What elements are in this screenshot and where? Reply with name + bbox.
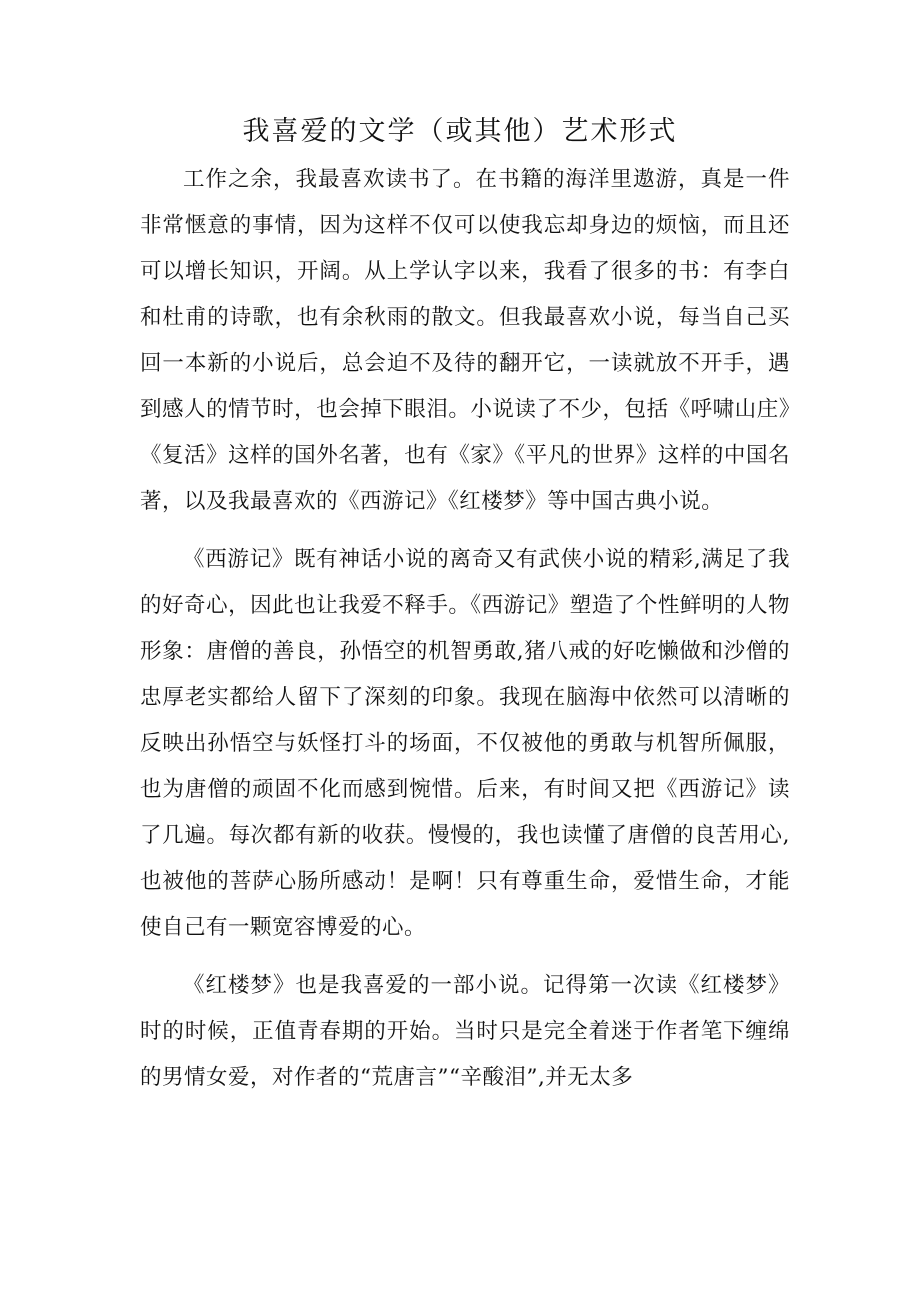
document-body — [140, 157, 790, 1101]
document-title: 我喜爱的文学（或其他）艺术形式 — [242, 116, 678, 147]
paragraph-dream-of-red-chamber: 《红楼梦》也是我喜爱的一部小说。记得第一次读《红楼梦》时的时候，正值青春期的开始。当时只是完全着迷于作者笔下缠绵的男情女爱，对作者的“荒唐言”“辛酸泪”,并无太多 — [140, 973, 790, 1090]
paragraph-reading-hobby: 工作之余，我最喜欢读书了。在书籍的海洋里遨游，真是一件非常惬意的事情，因为这样不仅可以使我忘却身边的烦恼，而且还可以增长知识，开阔。从上学认字以来，我看了很多的书：有李白和杜甫的诗歌，也有余秋雨的散文。但我最喜欢小说，每当自己买回一本新的小说后，总会迫不及待的翻开它，一读就放不开手，遇到感人的情节时，也会掉下眼泪。小说读了不少，包括《呼啸山庄》《复活》这样的国外名著，也有《家》《平凡的世界》这样的中国名著，以及我最喜欢的《西游记》《红楼梦》等中国古典小说。 — [140, 167, 790, 514]
paragraph-journey-to-the-west: 《西游记》既有神话小说的离奇又有武侠小说的精彩,满足了我的好奇心，因此也让我爱不释手。《西游记》塑造了个性鲜明的人物形象：唐僧的善良，孙悟空的机智勇敢,猪八戒的好吃懒做和沙僧的忠厚老实都给人留下了深刻的印象。我现在脑海中依然可以清晰的反映出孙悟空与妖怪打斗的场面，不仅被他的勇敢与机智所佩服，也为唐僧的顽固不化而感到惋惜。后来，有时间又把《西游记》读了几遍。每次都有新的收获。慢慢的，我也读懂了唐僧的良苦用心,也被他的菩萨心肠所感动！是啊！只有尊重生命，爱惜生命，才能使自己有一颗宽容博爱的心。 — [140, 547, 790, 940]
